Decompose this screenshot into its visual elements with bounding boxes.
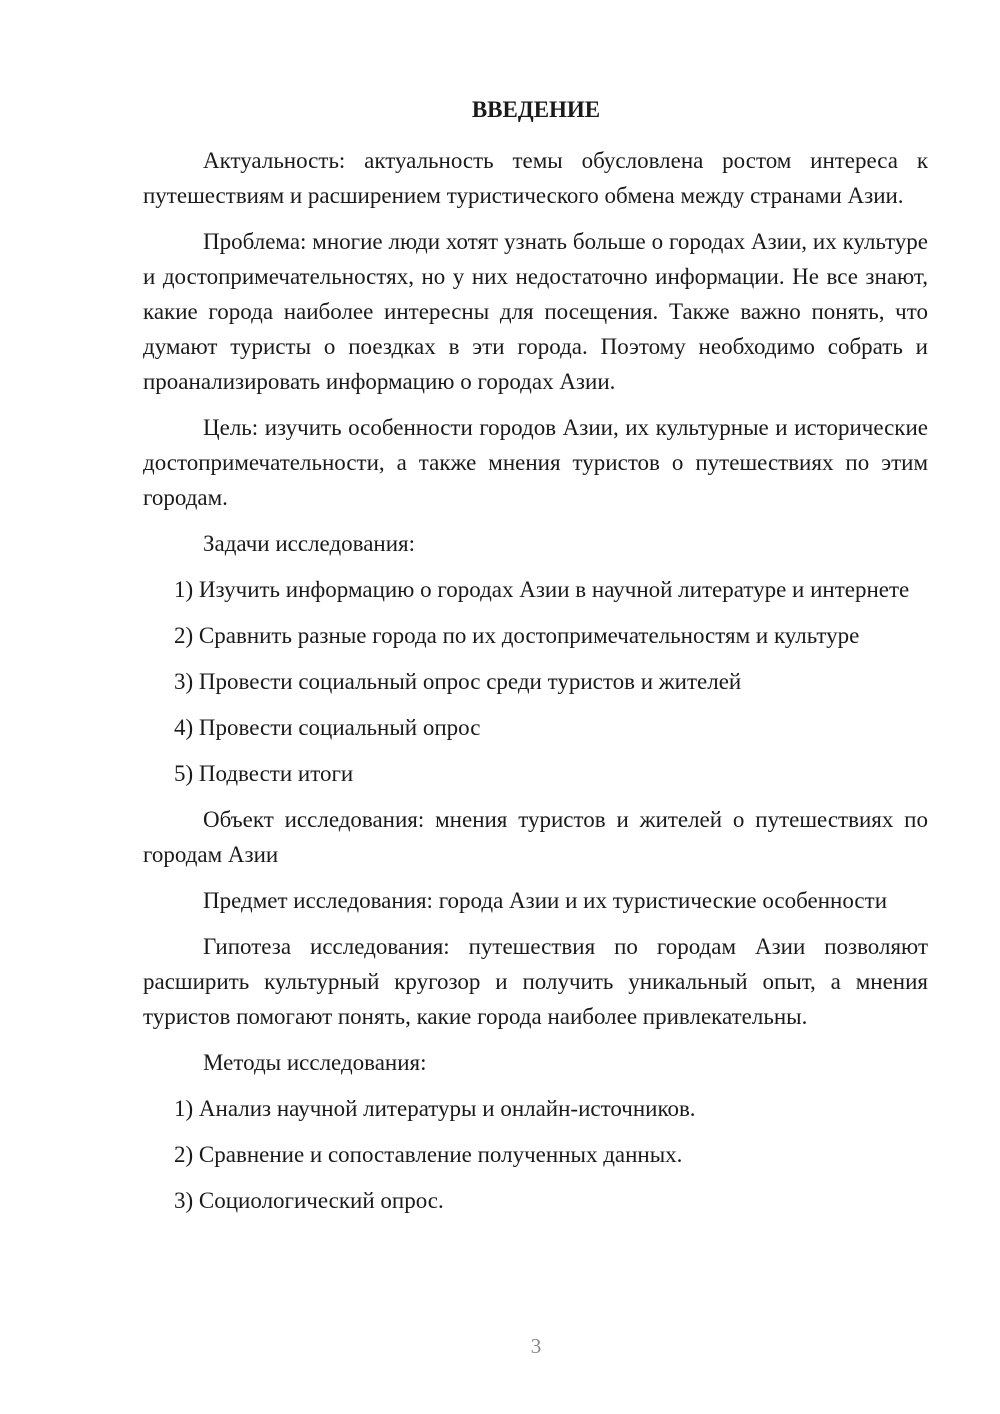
paragraph-goal: Цель: изучить особенности городов Азии, их культурные и исторические достопримечательности, а также мнения туристов о путешествиях по этим городам. <box>143 415 928 510</box>
paragraph-hypothesis: Гипотеза исследования: путешествия по городам Азии позволяют расширить культурный кругозор и получить уникальный опыт, а мнения туристов помогают понять, какие города наиболее привлекательны. <box>143 934 928 1029</box>
paragraph-problem: Проблема: многие люди хотят узнать больше о городах Азии, их культуре и достопримечательностях, но у них недостаточно информации. Не все знают, какие города наиболее интересны для посещения. Также важно понять, что думают туристы о поездках в эти города. Поэтому необходимо собрать и проанализировать информацию о городах Азии. <box>143 229 928 394</box>
paragraph-tasks-heading: Задачи исследования: <box>203 531 416 556</box>
list-item-method-2: 2) Сравнение и сопоставление полученных данных. <box>174 1142 683 1167</box>
list-item-method-1: 1) Анализ научной литературы и онлайн-источников. <box>174 1096 696 1121</box>
page-title: ВВЕДЕНИЕ <box>471 97 601 122</box>
list-item-task-2: 2) Сравнить разные города по их достопримечательностям и культуре <box>174 623 860 648</box>
list-item-task-1: 1) Изучить информацию о городах Азии в научной литературе и интернете <box>174 577 910 602</box>
paragraph-methods-heading: Методы исследования: <box>203 1050 427 1075</box>
page-number: 3 <box>530 1334 542 1358</box>
paragraph-object: Объект исследования: мнения туристов и жителей о путешествиях по городам Азии <box>143 807 928 867</box>
paragraph-subject: Предмет исследования: города Азии и их туристические особенности <box>203 888 888 913</box>
list-item-task-4: 4) Провести социальный опрос <box>174 715 481 740</box>
list-item-task-5: 5) Подвести итоги <box>174 761 354 786</box>
paragraph-relevance: Актуальность: актуальность темы обусловлена ростом интереса к путешествиям и расширением туристического обмена между странами Азии. <box>143 148 928 208</box>
list-item-task-3: 3) Провести социальный опрос среди туристов и жителей <box>174 669 742 694</box>
page-body <box>143 143 928 1229</box>
list-item-method-3: 3) Социологический опрос. <box>174 1188 444 1213</box>
